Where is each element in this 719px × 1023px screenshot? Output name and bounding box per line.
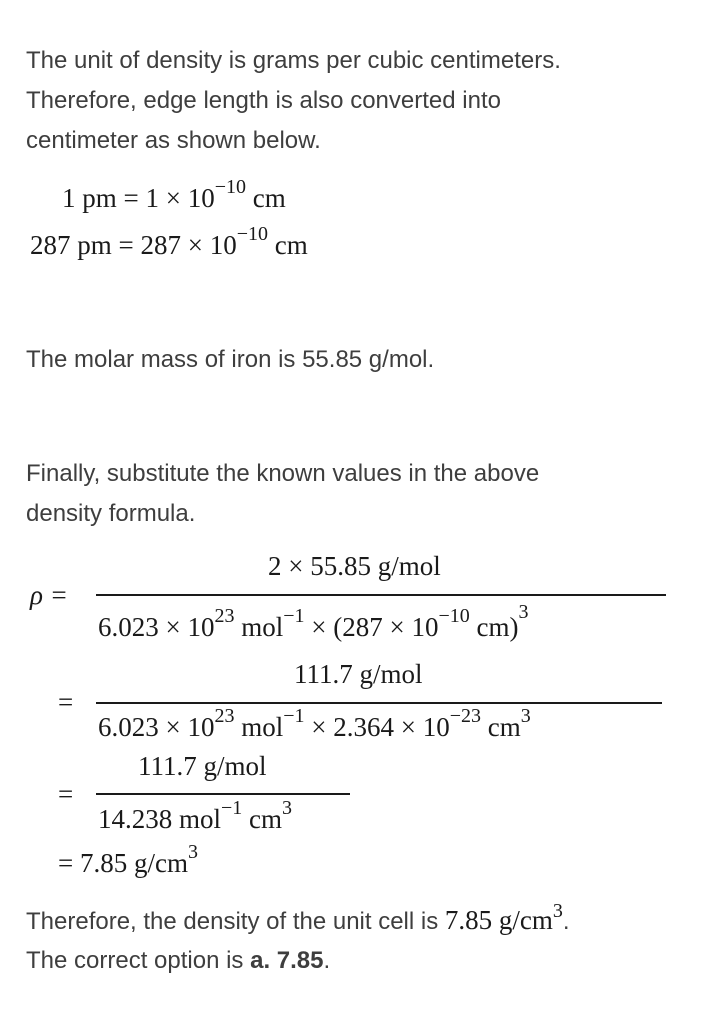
fraction-2-bar bbox=[96, 702, 662, 704]
fraction-1-denominator: $6.023 \times 10^{23}$ $mol^{-1} \times (287 \times 10^{-10}$ cm)$^3$ bbox=[98, 601, 529, 642]
conclusion-line-1: Therefore, the density of the unit cell is 7.85 $g/cm^3$. bbox=[26, 900, 570, 935]
equals-3: = bbox=[58, 779, 74, 809]
fraction-1-numerator: 2 × 55.85 g/mol bbox=[268, 551, 441, 581]
fraction-2-denominator: $6.023 \times 10^{23}$ $mol^{-1} \times 2.364 \times 10^{-23}$ $cm^3$ bbox=[98, 705, 531, 742]
final-result: = 7.85 $g/cm^3$ bbox=[58, 841, 198, 878]
substitute-paragraph bbox=[26, 454, 539, 534]
intro-line-2: Therefore, edge length is also converted into bbox=[26, 87, 501, 114]
rho-lhs: ρ = bbox=[30, 580, 68, 610]
intro-line-1: The unit of density is grams per cubic centimeters. bbox=[26, 47, 561, 74]
fraction-3-numerator: 111.7 g/mol bbox=[138, 751, 267, 781]
conclusion-line-2: The correct option is a. 7.85. bbox=[26, 947, 331, 974]
intro-paragraph bbox=[26, 41, 561, 161]
substitute-line-2: density formula. bbox=[26, 500, 196, 527]
correct-option: a. 7.85 bbox=[250, 947, 324, 974]
equals-2: = bbox=[58, 687, 74, 717]
substitute-line-1: Finally, substitute the known values in the above bbox=[26, 460, 540, 487]
molar-mass-text: The molar mass of iron is 55.85 g/mol. bbox=[26, 346, 435, 373]
fraction-3-bar bbox=[96, 793, 350, 795]
fraction-2-numerator: 111.7 g/mol bbox=[294, 659, 423, 689]
conversion-row-2: 287 pm = $287 \times 10^{-10}$ cm bbox=[30, 223, 308, 260]
fraction-3-denominator: 14.238 mol$^{-1}$ $cm^3$ bbox=[98, 797, 293, 834]
intro-line-3: centimeter as shown below. bbox=[26, 127, 321, 154]
conversion-row-1: 1 pm = $1 \times 10^{-10}$ cm bbox=[62, 176, 286, 213]
fraction-1-bar bbox=[96, 594, 666, 596]
